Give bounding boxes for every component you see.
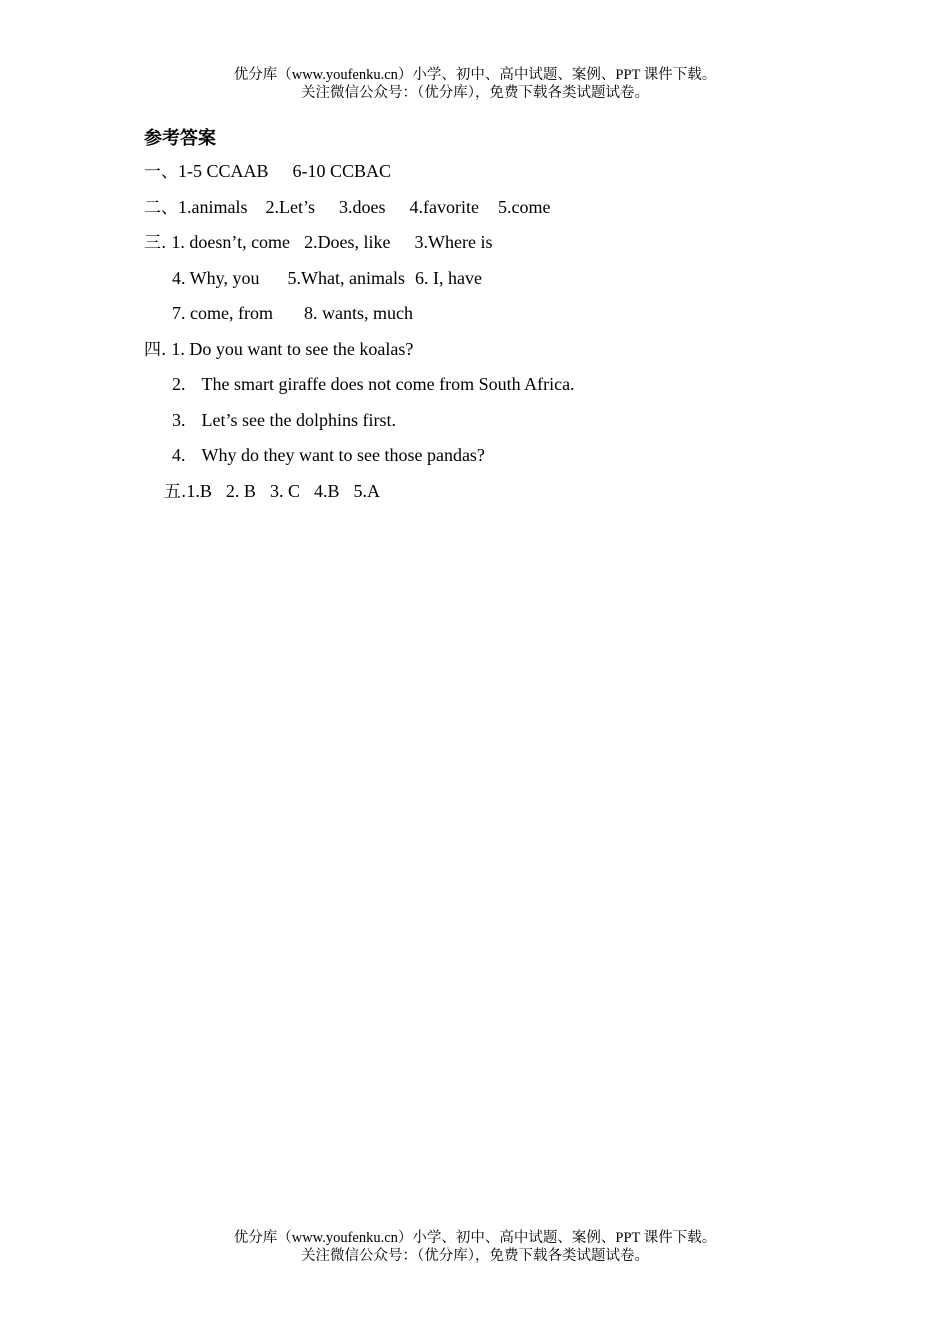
section-1 <box>144 159 391 184</box>
section-4-item-1 <box>144 337 413 362</box>
section-3-item: 1. doesn’t, come <box>171 232 291 252</box>
section-4-item-4 <box>172 443 485 467</box>
section-1-answer-a: 1-5 CCAAB <box>178 161 269 181</box>
section-4-item-number: 2. <box>172 374 186 394</box>
section-4-item-number: 1. <box>171 339 185 359</box>
section-2-label: 二、 <box>144 198 178 218</box>
section-3-item: 3.Where is <box>414 232 493 252</box>
header-line-1: 优分库（www.youfenku.cn）小学、初中、高中试题、案例、PPT 课件下载。 <box>233 67 717 83</box>
section-2-item: 4.favorite <box>409 197 479 217</box>
section-3-row-3 <box>172 301 413 325</box>
section-5-item: 3. C <box>269 481 300 501</box>
section-4-item-2 <box>172 372 575 396</box>
section-3-item: 2.Does, like <box>304 232 391 252</box>
section-3-item: 5.What, animals <box>287 268 405 288</box>
section-5-label: 五. <box>164 482 187 502</box>
section-2-item: 1.animals <box>178 197 248 217</box>
section-3-row-2 <box>172 266 482 290</box>
section-4-item-number: 3. <box>172 410 186 430</box>
section-4-item-text: The smart giraffe does not come from South Africa. <box>201 374 575 394</box>
section-5-item: 2. B <box>225 481 256 501</box>
section-5-item: 5.A <box>353 481 380 501</box>
answer-title: 参考答案 <box>144 128 216 149</box>
section-3-label: 三. <box>144 233 167 253</box>
section-2-item: 5.come <box>497 197 551 217</box>
section-4-item-text: Do you want to see the koalas? <box>189 339 414 359</box>
section-2-item: 2.Let’s <box>265 197 315 217</box>
section-4-item-3 <box>172 408 396 432</box>
section-4-item-number: 4. <box>172 445 186 465</box>
section-5 <box>164 479 380 504</box>
section-3-item: 6. I, have <box>414 268 482 288</box>
section-1-answer-b: 6-10 CCBAC <box>292 161 392 181</box>
section-5-item: 4.B <box>313 481 340 501</box>
section-5-item: 1.B <box>186 481 212 501</box>
footer-line-1: 优分库（www.youfenku.cn）小学、初中、高中试题、案例、PPT 课件下载。 <box>233 1230 717 1246</box>
section-3-item: 8. wants, much <box>303 303 413 323</box>
section-4-item-text: Why do they want to see those pandas? <box>201 445 485 465</box>
section-1-label: 一、 <box>144 162 178 182</box>
section-4-label: 四. <box>144 340 167 360</box>
page-header <box>0 66 950 102</box>
section-4-item-text: Let’s see the dolphins first. <box>201 410 396 430</box>
section-3-row-1 <box>144 230 493 255</box>
header-line-2: 关注微信公众号：（优分库），免费下载各类试题试卷。 <box>301 85 649 101</box>
footer-line-2: 关注微信公众号：（优分库），免费下载各类试题试卷。 <box>301 1248 649 1264</box>
section-3-item: 4. Why, you <box>172 268 260 288</box>
page-footer <box>0 1229 950 1265</box>
section-2-item: 3.does <box>339 197 386 217</box>
section-3-item: 7. come, from <box>172 303 273 323</box>
section-2 <box>144 195 550 220</box>
